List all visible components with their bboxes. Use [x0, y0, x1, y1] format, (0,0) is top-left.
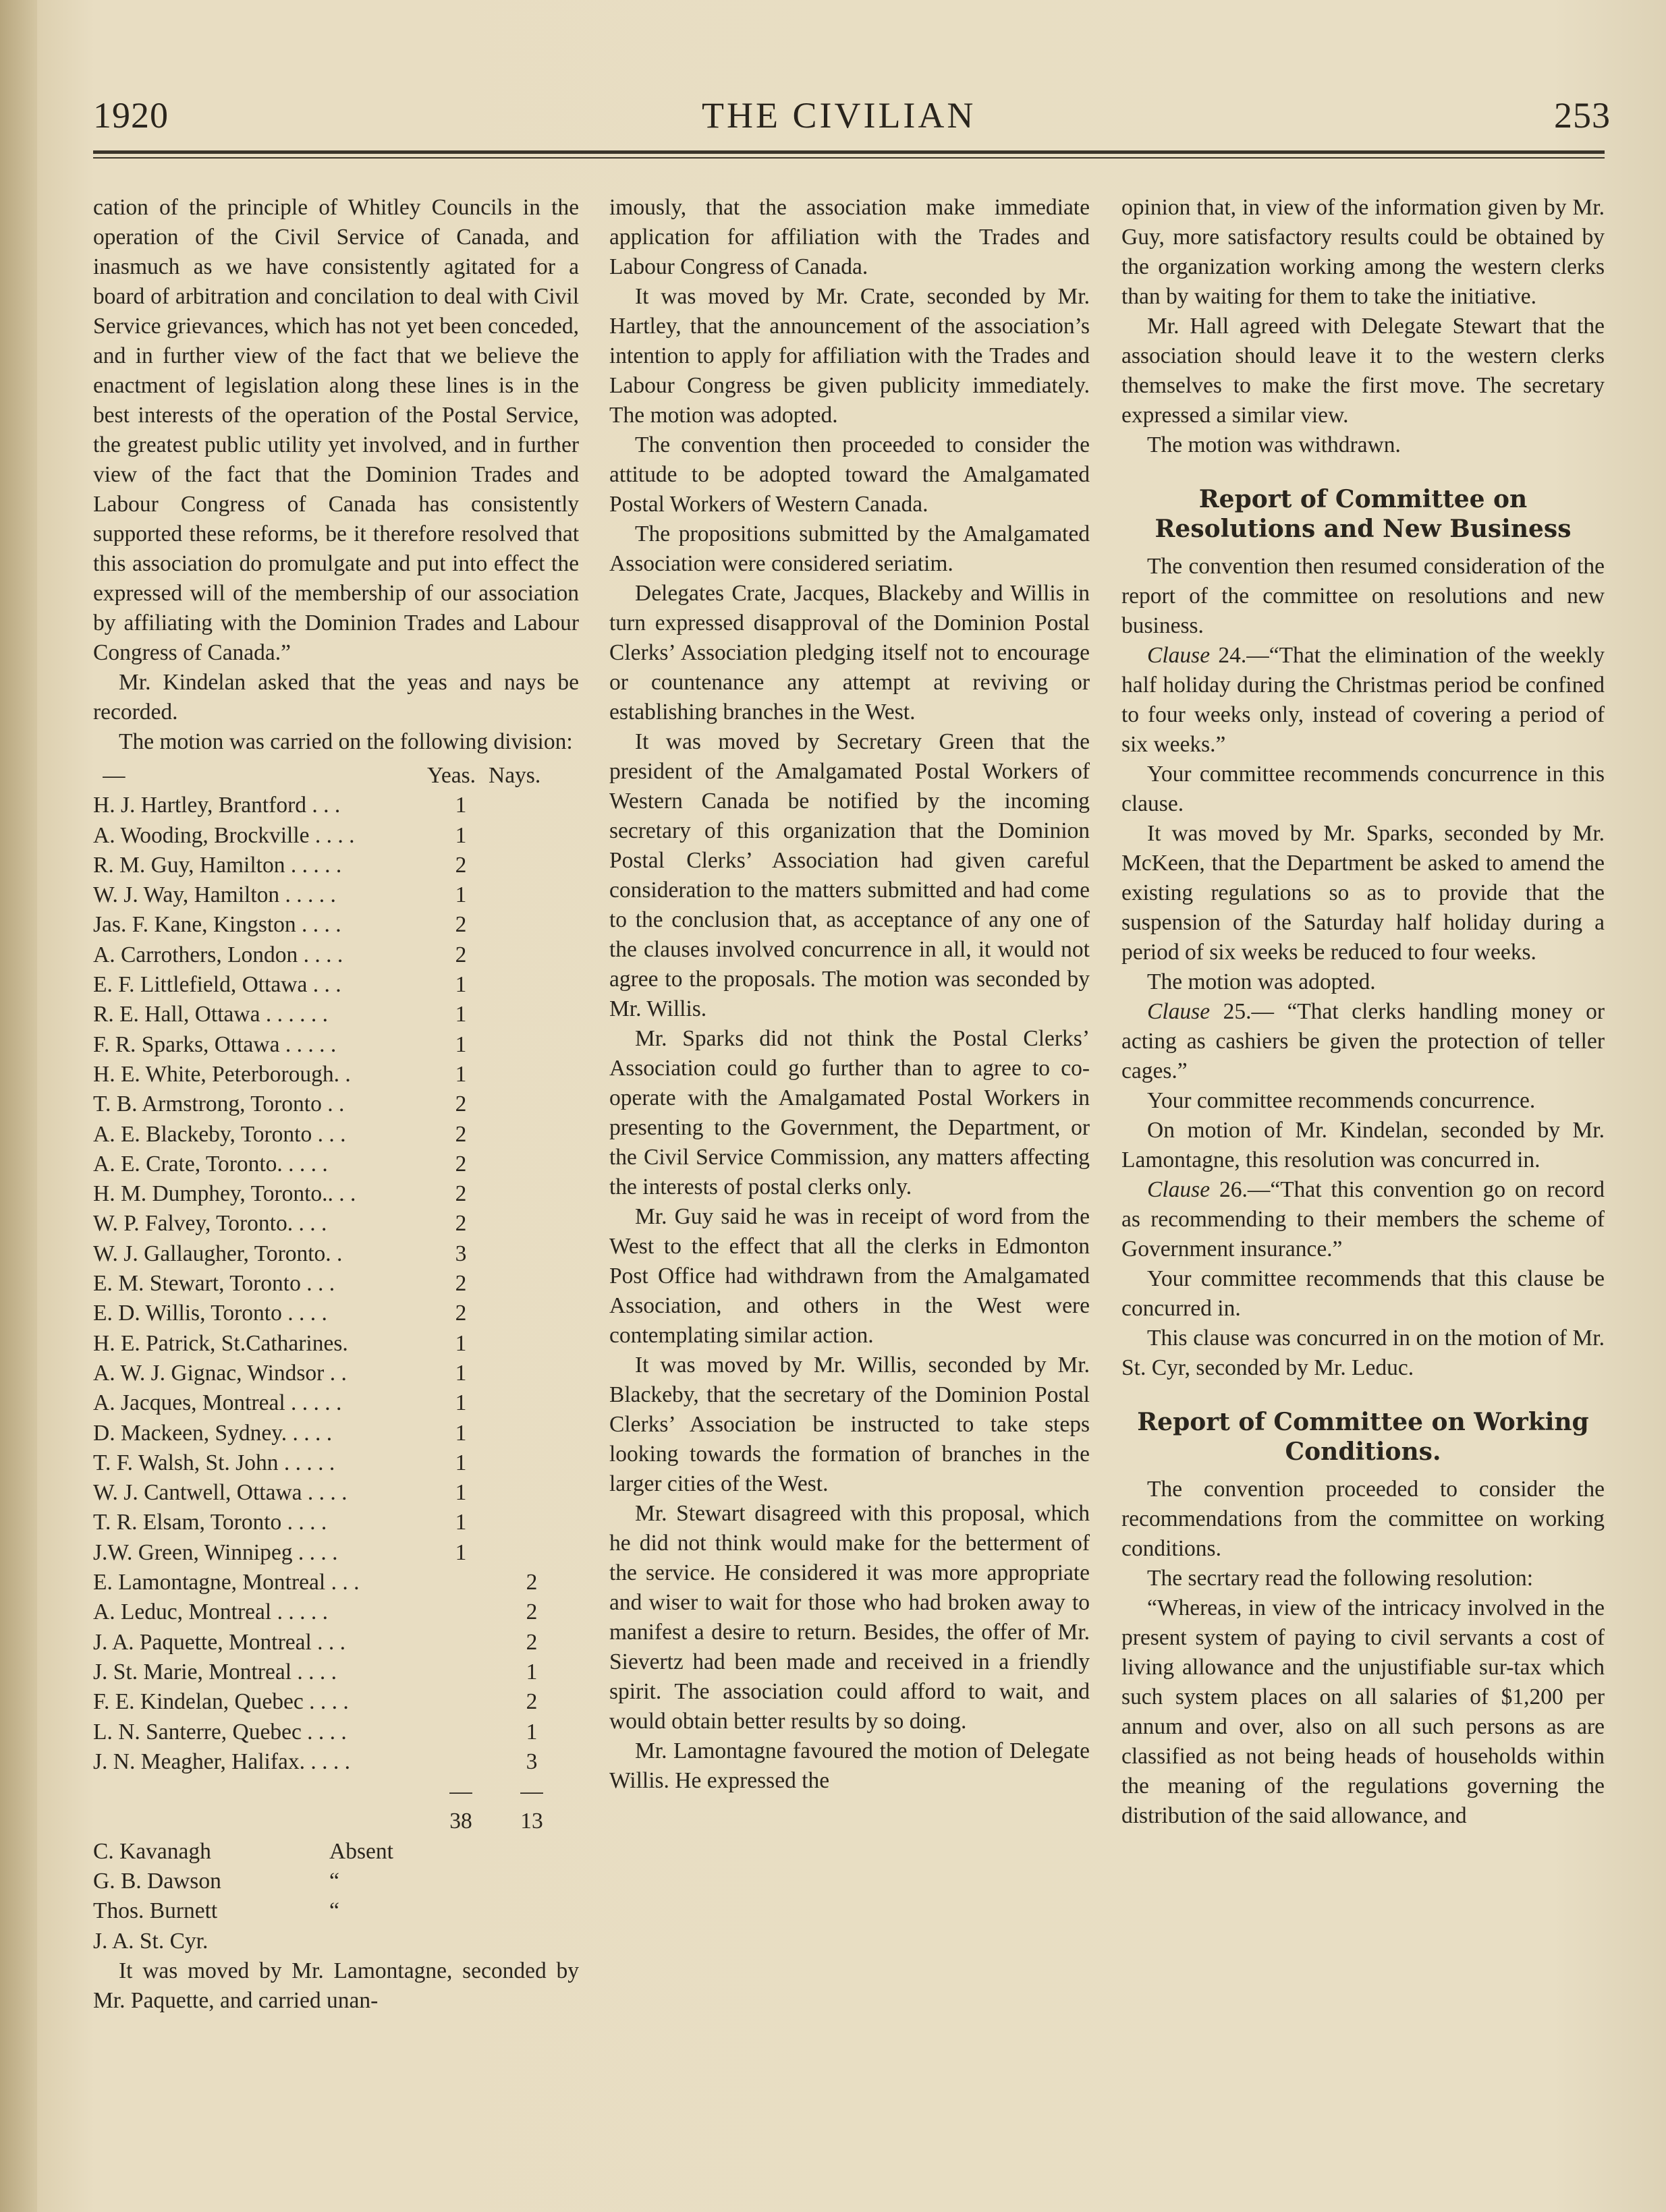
- absent-row: [93, 1927, 579, 1956]
- division-row: [93, 1239, 579, 1269]
- division-row: [93, 1269, 579, 1299]
- paragraph: The motion was carried on the following division:: [119, 729, 573, 754]
- nays-value: [491, 1000, 572, 1029]
- clause-24: Clause 24.—“That the elimination of the weekly half holiday during the Christmas period be confined to four weeks only, instead of covering a period of six weeks.”: [1121, 643, 1605, 757]
- yeas-value: 2: [455, 942, 467, 967]
- division-row: [93, 1687, 579, 1717]
- nays-value: [491, 791, 572, 820]
- paragraph: It was moved by Mr. Sparks, seconded by Mr. McKeen, that the Department be asked to amend the existing regulations so as to provide that the suspension of the Saturday half holiday during a period of six weeks be reduced to four weeks.: [1121, 821, 1605, 965]
- nays-value: [491, 1419, 572, 1448]
- nays-value: [491, 1089, 572, 1119]
- delegate-name: A. W. J. Gignac, Windsor . .: [93, 1360, 347, 1386]
- column-left: [93, 193, 579, 2016]
- nays-value: [491, 851, 572, 880]
- division-row: [93, 1089, 579, 1119]
- delegate-name: W. P. Falvey, Toronto. . . .: [93, 1211, 327, 1237]
- delegate-name: R. E. Hall, Ottawa . . . . . .: [93, 1002, 328, 1027]
- nays-value: [491, 1538, 572, 1568]
- division-row: [93, 1030, 579, 1060]
- absent-status: [329, 1927, 464, 1956]
- paragraph: imously, that the association make immediate application for affiliation with the Trades and Labour Congress of Canada.: [609, 195, 1090, 279]
- nays-value: [491, 1060, 572, 1089]
- paragraph: Mr. Sparks did not think the Postal Clerks’ Association could go further than to agree to co-operate with the Amalgamated Postal Workers in presenting to the Government, the Department, or the Civil Service Commission, any matters affecting the interests of postal clerks only.: [609, 1026, 1090, 1199]
- absent-name: C. Kavanagh: [93, 1838, 211, 1864]
- delegate-name: A. Leduc, Montreal . . . . .: [93, 1599, 328, 1625]
- division-row: [93, 1718, 579, 1747]
- nays-value: [491, 1179, 572, 1209]
- division-row: [93, 1060, 579, 1089]
- division-row: [93, 880, 579, 910]
- division-row: [93, 1359, 579, 1388]
- delegate-name: E. M. Stewart, Toronto . . .: [93, 1271, 335, 1297]
- absent-row: [93, 1867, 579, 1896]
- division-row: [93, 940, 579, 970]
- header-year: 1920: [93, 95, 169, 136]
- section-heading-working-conditions: Report of Committee on Working Conditions.: [1137, 1408, 1589, 1466]
- nays-value: [491, 910, 572, 940]
- yeas-value: 2: [455, 912, 467, 938]
- absent-name: Thos. Burnett: [93, 1898, 218, 1924]
- yeas-value: 2: [455, 1091, 467, 1117]
- clause-26: Clause 26.—“That this convention go on record as recommending to their members the scheme of Government insurance.”: [1121, 1177, 1605, 1261]
- yeas-value: 1: [455, 1510, 467, 1535]
- delegate-name: F. E. Kindelan, Quebec . . . .: [93, 1689, 349, 1715]
- paragraph: Mr. Lamontagne favoured the motion of Delegate Willis. He expressed the: [609, 1738, 1090, 1793]
- yeas-value: [431, 1597, 491, 1627]
- division-row: [93, 821, 579, 851]
- nays-total: 13: [520, 1809, 543, 1834]
- absent-row: [93, 1837, 579, 1867]
- paragraph: Your committee recommends that this clause be concurred in.: [1121, 1266, 1605, 1321]
- yeas-value: 1: [455, 1420, 467, 1446]
- clause-25: Clause 25.— “That clerks handling money or acting as cashiers be given the protection of teller cages.”: [1121, 999, 1605, 1083]
- delegate-name: H. M. Dumphey, Toronto.. . .: [93, 1181, 356, 1207]
- delegate-name: T. F. Walsh, St. John . . . . .: [93, 1450, 335, 1475]
- division-row: [93, 1478, 579, 1508]
- yeas-header: Yeas.: [427, 763, 476, 788]
- yeas-value: 1: [455, 822, 467, 848]
- division-table-body: [93, 791, 579, 1777]
- nays-value: 1: [526, 1659, 538, 1684]
- paragraph: The convention then resumed consideration of the report of the committee on resolutions and new business.: [1121, 554, 1605, 638]
- yeas-value: 2: [455, 852, 467, 878]
- delegate-name: Jas. F. Kane, Kingston . . . .: [93, 912, 341, 938]
- paragraph: The secrtary read the following resolution:: [1147, 1566, 1534, 1591]
- division-dashes: — —: [449, 1779, 543, 1805]
- yeas-value: 1: [455, 1450, 467, 1475]
- paragraph: opinion that, in view of the information given by Mr. Guy, more satisfactory results could be obtained by the organization working among the western clerks than by waiting for them to take the initiative.: [1121, 195, 1605, 309]
- nays-value: [491, 1239, 572, 1269]
- delegate-name: A. Wooding, Brockville . . . .: [93, 822, 355, 848]
- yeas-value: 1: [455, 1330, 467, 1356]
- delegate-name: T. R. Elsam, Toronto . . . .: [93, 1510, 327, 1535]
- division-row: [93, 1209, 579, 1239]
- paragraph: This clause was concurred in on the motion of Mr. St. Cyr, seconded by Mr. Leduc.: [1121, 1326, 1605, 1380]
- paragraph: Your committee recommends concurrence in this clause.: [1121, 762, 1605, 816]
- division-row: [93, 1000, 579, 1029]
- column-middle: [609, 193, 1090, 1796]
- nays-value: [491, 1269, 572, 1299]
- delegate-name: H. E. Patrick, St.Catharines.: [93, 1330, 348, 1356]
- yeas-value: 1: [455, 1031, 467, 1057]
- nays-value: 2: [526, 1689, 538, 1715]
- division-table-header: [93, 761, 579, 791]
- paragraph: Mr. Stewart disagreed with this proposal, which he did not think would make for the betterment of the service. He considered it was more appropriate and wiser to wait for those who had broken away to manifest a desire to return. Besides, the offer of Mr. Sievertz had been made and received in a friendly spirit. The association could afford to wait, and would obtain better results by so doing.: [609, 1501, 1090, 1734]
- paragraph: Your committee recommends concurrence.: [1147, 1088, 1536, 1113]
- delegate-name: E. Lamontagne, Montreal . . .: [93, 1570, 360, 1595]
- yeas-value: [431, 1628, 491, 1657]
- yeas-value: 2: [455, 1151, 467, 1176]
- nays-value: [491, 1299, 572, 1328]
- delegate-name: W. J. Cantwell, Ottawa . . . .: [93, 1480, 348, 1506]
- division-row: [93, 1597, 579, 1627]
- nays-value: [491, 1359, 572, 1388]
- division-row: [93, 1150, 579, 1179]
- nays-value: [491, 1478, 572, 1508]
- delegate-name: H. E. White, Peterborough. .: [93, 1061, 351, 1087]
- absent-name: G. B. Dawson: [93, 1868, 221, 1894]
- nays-header: Nays.: [489, 763, 541, 788]
- delegate-name: J.W. Green, Winnipeg . . . .: [93, 1539, 338, 1565]
- nays-value: [491, 821, 572, 851]
- nays-value: [491, 1030, 572, 1060]
- delegate-name: J. St. Marie, Montreal . . . .: [93, 1659, 337, 1684]
- delegate-name: W. J. Way, Hamilton . . . . .: [93, 882, 336, 908]
- yeas-value: 1: [455, 1061, 467, 1087]
- yeas-value: 2: [455, 1121, 467, 1147]
- division-row: [93, 1538, 579, 1568]
- division-row: [93, 1388, 579, 1418]
- delegate-name: L. N. Santerre, Quebec . . . .: [93, 1719, 347, 1745]
- paragraph: The motion was withdrawn.: [1147, 432, 1401, 457]
- absent-status: Absent: [329, 1838, 393, 1864]
- delegate-name: R. M. Guy, Hamilton . . . . .: [93, 852, 342, 878]
- paragraph: On motion of Mr. Kindelan, seconded by Mr. Lamontagne, this resolution was concurred in.: [1121, 1118, 1605, 1172]
- yeas-value: [431, 1687, 491, 1717]
- delegate-name: T. B. Armstrong, Toronto . .: [93, 1091, 345, 1117]
- dash-mark: —: [103, 763, 126, 788]
- column-right: [1121, 193, 1605, 1831]
- division-totals: [93, 1807, 579, 1836]
- paragraph: The motion was adopted.: [1147, 969, 1376, 994]
- delegate-name: H. J. Hartley, Brantford . . .: [93, 793, 341, 818]
- paragraph: Mr. Hall agreed with Delegate Stewart that the association should leave it to the western clerks themselves to make the first move. The secretary expressed a similar view.: [1121, 314, 1605, 428]
- yeas-value: 2: [455, 1301, 467, 1326]
- yeas-value: 1: [455, 972, 467, 998]
- delegate-name: F. R. Sparks, Ottawa . . . . .: [93, 1031, 337, 1057]
- paragraph: “Whereas, in view of the intricacy involved in the present system of paying to civil servants a cost of living allowance and the unjustifiable sur-tax which such system places on all salaries of $1,200 per annum and over, also on all such persons as are classified as not being heads of households within the meaning of the regulations governing the distribution of the said allowance, and: [1121, 1595, 1605, 1828]
- division-row: [93, 910, 579, 940]
- yeas-total: 38: [449, 1809, 472, 1834]
- paragraph: The propositions submitted by the Amalgamated Association were considered seriatim.: [609, 521, 1090, 576]
- division-row: [93, 1299, 579, 1328]
- delegate-name: D. Mackeen, Sydney. . . . .: [93, 1420, 333, 1446]
- yeas-value: [431, 1718, 491, 1747]
- yeas-value: 3: [455, 1241, 467, 1266]
- delegate-name: A. Carrothers, London . . . .: [93, 942, 343, 967]
- division-row: [93, 1179, 579, 1209]
- absent-row: [93, 1896, 579, 1926]
- division-row: [93, 1448, 579, 1478]
- absent-status: “: [329, 1868, 339, 1894]
- nays-value: [491, 880, 572, 910]
- division-row: [93, 1657, 579, 1687]
- division-row: [93, 791, 579, 820]
- paragraph: The convention proceeded to consider the recommendations from the committee on working conditions.: [1121, 1477, 1605, 1561]
- delegate-name: J. A. Paquette, Montreal . . .: [93, 1629, 346, 1655]
- paragraph: It was moved by Mr. Crate, seconded by Mr. Hartley, that the announcement of the association’s intention to apply for affiliation with the Trades and Labour Congress be given publicity immediately. The motion was adopted.: [609, 284, 1090, 428]
- nays-value: 3: [526, 1749, 538, 1774]
- paragraph: The convention then proceeded to consider the attitude to be adopted toward the Amalgamated Postal Workers of Western Canada.: [609, 432, 1090, 517]
- paragraph: Mr. Guy said he was in receipt of word from the West to the effect that all the clerks in Edmonton Post Office had withdrawn from the Amalgamated Association, and others in the West were contemplating similar action.: [609, 1204, 1090, 1348]
- header-title: THE CIVILIAN: [702, 95, 976, 136]
- yeas-value: [431, 1657, 491, 1687]
- division-row: [93, 1628, 579, 1657]
- delegate-name: E. F. Littlefield, Ottawa . . .: [93, 972, 341, 998]
- nays-value: [491, 1120, 572, 1150]
- yeas-value: 2: [455, 1181, 467, 1207]
- delegate-name: A. E. Crate, Toronto. . . . .: [93, 1151, 328, 1176]
- absent-name: J. A. St. Cyr.: [93, 1928, 209, 1954]
- paragraph: cation of the principle of Whitley Councils in the operation of the Civil Service of Canada, and inasmuch as we have consistently agitated for a board of arbitration and concilation to deal with Civil Service grievances, which has not yet been conceded, and in further view of the fact that we believe the enactment of legislation along these lines is in the best interests of the operation of the Postal Service, the greatest public utility yet involved, and in further view of the fact that the Dominion Trades and Labour Congress of Canada has consistently supported these reforms, be it therefore resolved that this association do promulgate and put into effect the expressed will of the membership of our association by affiliating with the Dominion Trades and Labour Congress of Canada.”: [93, 195, 579, 665]
- book-spine-shadow: [0, 0, 37, 2212]
- division-row: [93, 1329, 579, 1359]
- section-heading-resolutions: Report of Committee on Resolutions and New Business: [1155, 485, 1572, 543]
- yeas-value: 1: [455, 1390, 467, 1416]
- absent-list: [93, 1837, 579, 1956]
- nays-value: 1: [526, 1719, 538, 1745]
- yeas-value: 2: [455, 1211, 467, 1237]
- paragraph: It was moved by Secretary Green that the president of the Amalgamated Postal Workers of Western Canada be notified by the incoming secretary of this organization that the Dominion Postal Clerks’ Association had given careful consideration to the matters submitted and had come to the conclusion that, as acceptance of any one of the clauses involved concurrence in all, it would not agree to the proposals. The motion was seconded by Mr. Willis.: [609, 729, 1090, 1021]
- header-rule-thin: [93, 157, 1605, 159]
- nays-value: [491, 1329, 572, 1359]
- nays-value: [491, 1150, 572, 1179]
- nays-value: [491, 970, 572, 1000]
- division-row: [93, 1120, 579, 1150]
- division-row: [93, 970, 579, 1000]
- division-row: [93, 1419, 579, 1448]
- header-rule-thick: [93, 150, 1605, 154]
- yeas-value: 1: [455, 882, 467, 908]
- nays-value: 2: [526, 1599, 538, 1625]
- absent-status: “: [329, 1898, 339, 1924]
- paragraph: It was moved by Mr. Willis, seconded by Mr. Blackeby, that the secretary of the Dominion Postal Clerks’ Association be instructed to take steps looking towards the formation of branches in the larger cities of the West.: [609, 1353, 1090, 1496]
- division-row: [93, 1568, 579, 1597]
- yeas-value: 1: [455, 1002, 467, 1027]
- nays-value: [491, 1508, 572, 1537]
- yeas-value: 2: [455, 1271, 467, 1297]
- paragraph: Mr. Kindelan asked that the yeas and nays be recorded.: [93, 670, 579, 725]
- yeas-value: 1: [455, 1539, 467, 1565]
- division-table: [93, 761, 579, 1956]
- header-page-number: 253: [1554, 95, 1611, 136]
- nays-value: 2: [526, 1629, 538, 1655]
- paragraph: It was moved by Mr. Lamontagne, seconded by Mr. Paquette, and carried unan-: [93, 1958, 579, 2013]
- nays-value: 2: [526, 1570, 538, 1595]
- nays-value: [491, 1209, 572, 1239]
- delegate-name: A. E. Blackeby, Toronto . . .: [93, 1121, 346, 1147]
- division-row: [93, 1508, 579, 1537]
- paragraph: Delegates Crate, Jacques, Blackeby and Willis in turn expressed disapproval of the Dominion Postal Clerks’ Association pledging itself not to encourage or countenance any attempt at reviving or establishing branches in the West.: [609, 581, 1090, 725]
- yeas-value: [431, 1747, 491, 1777]
- division-row: [93, 1747, 579, 1777]
- yeas-value: [431, 1568, 491, 1597]
- yeas-value: 1: [455, 1360, 467, 1386]
- yeas-value: 1: [455, 793, 467, 818]
- nays-value: [491, 1388, 572, 1418]
- yeas-value: 1: [455, 1480, 467, 1506]
- delegate-name: E. D. Willis, Toronto . . . .: [93, 1301, 327, 1326]
- delegate-name: J. N. Meagher, Halifax. . . . .: [93, 1749, 351, 1774]
- delegate-name: W. J. Gallaugher, Toronto. .: [93, 1241, 343, 1266]
- nays-value: [491, 1448, 572, 1478]
- delegate-name: A. Jacques, Montreal . . . . .: [93, 1390, 342, 1416]
- division-row: [93, 851, 579, 880]
- nays-value: [491, 940, 572, 970]
